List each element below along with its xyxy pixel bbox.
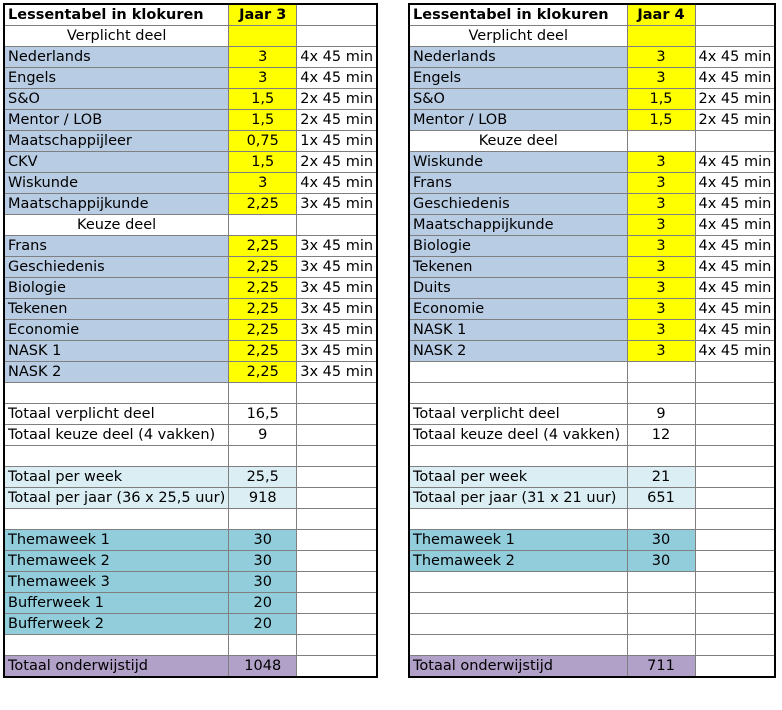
empty-cell	[229, 26, 297, 47]
empty-cell	[695, 488, 775, 509]
empty-cell	[627, 593, 695, 614]
empty-cell	[695, 26, 775, 47]
subject-name: Maatschappijkunde	[4, 194, 229, 215]
total-label: Totaal keuze deel (4 vakken)	[4, 425, 229, 446]
subject-name: S&O	[4, 89, 229, 110]
subject-name: Geschiedenis	[4, 257, 229, 278]
subject-name: Maatschappijleer	[4, 131, 229, 152]
empty-cell	[695, 446, 775, 467]
subject-row	[4, 278, 377, 299]
empty-cell	[695, 362, 775, 383]
empty-cell	[409, 572, 627, 593]
subject-row	[409, 236, 775, 257]
section-label: Verplicht deel	[4, 26, 229, 47]
blank-row	[409, 614, 775, 635]
subject-hours: 1,5	[627, 110, 695, 131]
week-total-value: 25,5	[229, 467, 297, 488]
subject-row	[4, 341, 377, 362]
themeweek-row	[409, 530, 775, 551]
subject-row	[409, 194, 775, 215]
subject-name: Engels	[4, 68, 229, 89]
subject-hours: 2,25	[229, 278, 297, 299]
subject-name: Geschiedenis	[409, 194, 627, 215]
week-total-value: 651	[627, 488, 695, 509]
week-total-value: 918	[229, 488, 297, 509]
year-label: Jaar 4	[627, 4, 695, 26]
empty-cell	[627, 635, 695, 656]
week-total-row	[409, 467, 775, 488]
subject-lessons: 4x 45 min	[695, 257, 775, 278]
subject-hours: 2,25	[229, 257, 297, 278]
subject-row	[4, 299, 377, 320]
empty-cell	[627, 446, 695, 467]
grand-total-label: Totaal onderwijstijd	[4, 656, 229, 678]
themeweek-hours: 30	[229, 530, 297, 551]
subject-name: NASK 2	[4, 362, 229, 383]
subject-row	[409, 278, 775, 299]
subject-hours: 1,5	[627, 89, 695, 110]
total-label: Totaal keuze deel (4 vakken)	[409, 425, 627, 446]
subject-hours: 3	[229, 173, 297, 194]
subject-hours: 3	[627, 215, 695, 236]
subject-row	[4, 68, 377, 89]
subject-name: Nederlands	[4, 47, 229, 68]
subject-lessons: 4x 45 min	[297, 173, 377, 194]
themeweek-row	[409, 551, 775, 572]
empty-cell	[409, 362, 627, 383]
blank-row	[409, 572, 775, 593]
subject-name: Economie	[409, 299, 627, 320]
empty-cell	[229, 509, 297, 530]
empty-cell	[627, 614, 695, 635]
blank-row	[409, 593, 775, 614]
subject-name: Nederlands	[409, 47, 627, 68]
empty-cell	[297, 404, 377, 425]
subject-name: Economie	[4, 320, 229, 341]
empty-cell	[695, 572, 775, 593]
subject-row	[4, 257, 377, 278]
empty-cell	[695, 656, 775, 678]
subject-name: Frans	[409, 173, 627, 194]
subject-lessons: 2x 45 min	[297, 152, 377, 173]
subject-hours: 3	[627, 278, 695, 299]
themeweek-row	[4, 593, 377, 614]
section-label: Keuze deel	[4, 215, 229, 236]
empty-cell	[297, 614, 377, 635]
subject-row	[409, 341, 775, 362]
week-total-label: Totaal per jaar (31 x 21 uur)	[409, 488, 627, 509]
empty-cell	[297, 593, 377, 614]
empty-cell	[409, 635, 627, 656]
total-label: Totaal verplicht deel	[409, 404, 627, 425]
subject-hours: 3	[229, 68, 297, 89]
subject-hours: 3	[627, 194, 695, 215]
grand-total-value: 1048	[229, 656, 297, 678]
subject-name: Biologie	[409, 236, 627, 257]
week-total-label: Totaal per jaar (36 x 25,5 uur)	[4, 488, 229, 509]
subject-lessons: 4x 45 min	[297, 47, 377, 68]
themeweek-hours: 30	[229, 551, 297, 572]
themeweek-hours: 30	[627, 530, 695, 551]
subject-row	[4, 236, 377, 257]
subject-row	[4, 320, 377, 341]
subject-lessons: 4x 45 min	[695, 299, 775, 320]
subject-row	[4, 362, 377, 383]
empty-cell	[695, 551, 775, 572]
themeweek-hours: 30	[229, 572, 297, 593]
themeweek-hours: 30	[627, 551, 695, 572]
empty-cell	[695, 593, 775, 614]
subject-name: Wiskunde	[409, 152, 627, 173]
subject-lessons: 4x 45 min	[695, 341, 775, 362]
empty-cell	[297, 26, 377, 47]
empty-cell	[627, 362, 695, 383]
subject-hours: 3	[229, 47, 297, 68]
empty-cell	[409, 509, 627, 530]
subject-row	[4, 152, 377, 173]
subject-name: Mentor / LOB	[409, 110, 627, 131]
subject-name: Engels	[409, 68, 627, 89]
section-label: Verplicht deel	[409, 26, 627, 47]
subject-hours: 1,5	[229, 110, 297, 131]
subject-name: Biologie	[4, 278, 229, 299]
empty-cell	[297, 488, 377, 509]
table-title: Lessentabel in klokuren	[409, 4, 627, 26]
empty-cell	[229, 383, 297, 404]
total-row	[409, 425, 775, 446]
subject-lessons: 4x 45 min	[297, 68, 377, 89]
subject-row	[409, 173, 775, 194]
themeweek-row	[4, 572, 377, 593]
blank-row	[409, 362, 775, 383]
empty-cell	[229, 446, 297, 467]
empty-cell	[229, 635, 297, 656]
themeweek-label: Bufferweek 1	[4, 593, 229, 614]
empty-cell	[297, 425, 377, 446]
empty-cell	[4, 509, 229, 530]
header-row	[409, 4, 775, 26]
subject-name: Duits	[409, 278, 627, 299]
themeweek-hours: 20	[229, 614, 297, 635]
themeweek-label: Bufferweek 2	[4, 614, 229, 635]
empty-cell	[297, 446, 377, 467]
blank-row	[4, 509, 377, 530]
subject-row	[4, 131, 377, 152]
empty-cell	[297, 572, 377, 593]
total-row	[4, 404, 377, 425]
empty-cell	[297, 509, 377, 530]
subject-lessons: 4x 45 min	[695, 194, 775, 215]
empty-cell	[409, 446, 627, 467]
section-header-row	[4, 215, 377, 236]
subject-lessons: 2x 45 min	[695, 89, 775, 110]
subject-lessons: 4x 45 min	[695, 152, 775, 173]
subject-hours: 3	[627, 257, 695, 278]
empty-cell	[695, 467, 775, 488]
lessentabel-jaar-3	[3, 3, 378, 678]
subject-lessons: 3x 45 min	[297, 341, 377, 362]
empty-cell	[229, 215, 297, 236]
empty-cell	[627, 26, 695, 47]
subject-hours: 2,25	[229, 194, 297, 215]
table-body	[409, 4, 775, 677]
empty-cell	[695, 614, 775, 635]
themeweek-label: Themaweek 3	[4, 572, 229, 593]
subject-name: Wiskunde	[4, 173, 229, 194]
subject-name: CKV	[4, 152, 229, 173]
subject-name: Mentor / LOB	[4, 110, 229, 131]
empty-cell	[627, 572, 695, 593]
subject-lessons: 2x 45 min	[297, 89, 377, 110]
header-row	[4, 4, 377, 26]
empty-cell	[297, 215, 377, 236]
subject-hours: 3	[627, 152, 695, 173]
total-row	[409, 404, 775, 425]
subject-row	[409, 215, 775, 236]
total-label: Totaal verplicht deel	[4, 404, 229, 425]
subject-lessons: 2x 45 min	[297, 110, 377, 131]
subject-lessons: 3x 45 min	[297, 278, 377, 299]
subject-row	[409, 320, 775, 341]
total-value: 9	[229, 425, 297, 446]
week-total-label: Totaal per week	[4, 467, 229, 488]
empty-cell	[297, 551, 377, 572]
subject-hours: 0,75	[229, 131, 297, 152]
empty-cell	[695, 4, 775, 26]
subject-hours: 3	[627, 236, 695, 257]
subject-name: Frans	[4, 236, 229, 257]
section-header-row	[4, 26, 377, 47]
subject-lessons: 3x 45 min	[297, 236, 377, 257]
empty-cell	[409, 614, 627, 635]
themeweek-label: Themaweek 2	[4, 551, 229, 572]
subject-hours: 1,5	[229, 89, 297, 110]
subject-hours: 3	[627, 320, 695, 341]
subject-row	[409, 152, 775, 173]
subject-lessons: 4x 45 min	[695, 68, 775, 89]
themeweek-label: Themaweek 1	[409, 530, 627, 551]
subject-row	[409, 47, 775, 68]
empty-cell	[695, 131, 775, 152]
empty-cell	[4, 446, 229, 467]
week-total-label: Totaal per week	[409, 467, 627, 488]
subject-hours: 3	[627, 341, 695, 362]
section-label: Keuze deel	[409, 131, 627, 152]
subject-name: S&O	[409, 89, 627, 110]
total-value: 9	[627, 404, 695, 425]
grand-total-value: 711	[627, 656, 695, 678]
subject-hours: 2,25	[229, 341, 297, 362]
empty-cell	[297, 383, 377, 404]
empty-cell	[297, 635, 377, 656]
empty-cell	[4, 383, 229, 404]
subject-lessons: 4x 45 min	[695, 320, 775, 341]
blank-row	[409, 635, 775, 656]
empty-cell	[695, 404, 775, 425]
subject-row	[4, 110, 377, 131]
subject-row	[409, 110, 775, 131]
subject-name: Tekenen	[409, 257, 627, 278]
empty-cell	[4, 635, 229, 656]
subject-hours: 3	[627, 299, 695, 320]
empty-cell	[695, 635, 775, 656]
subject-row	[4, 173, 377, 194]
subject-lessons: 4x 45 min	[695, 278, 775, 299]
empty-cell	[297, 467, 377, 488]
themeweek-row	[4, 551, 377, 572]
grand-total-row	[4, 656, 377, 678]
subject-lessons: 4x 45 min	[695, 215, 775, 236]
section-header-row	[409, 131, 775, 152]
year-label: Jaar 3	[229, 4, 297, 26]
subject-name: Tekenen	[4, 299, 229, 320]
subject-hours: 3	[627, 47, 695, 68]
total-value: 12	[627, 425, 695, 446]
empty-cell	[695, 425, 775, 446]
subject-lessons: 3x 45 min	[297, 257, 377, 278]
subject-hours: 3	[627, 68, 695, 89]
blank-row	[409, 383, 775, 404]
week-total-row	[4, 488, 377, 509]
subject-hours: 2,25	[229, 320, 297, 341]
grand-total-row	[409, 656, 775, 678]
subject-row	[409, 68, 775, 89]
table-title: Lessentabel in klokuren	[4, 4, 229, 26]
empty-cell	[695, 530, 775, 551]
subject-name: NASK 1	[409, 320, 627, 341]
subject-row	[4, 194, 377, 215]
week-total-value: 21	[627, 467, 695, 488]
blank-row	[409, 446, 775, 467]
subject-name: Maatschappijkunde	[409, 215, 627, 236]
week-total-row	[4, 467, 377, 488]
subject-hours: 3	[627, 173, 695, 194]
grand-total-label: Totaal onderwijstijd	[409, 656, 627, 678]
subject-lessons: 4x 45 min	[695, 173, 775, 194]
total-value: 16,5	[229, 404, 297, 425]
subject-row	[409, 257, 775, 278]
subject-name: NASK 2	[409, 341, 627, 362]
empty-cell	[627, 131, 695, 152]
empty-cell	[627, 383, 695, 404]
subject-name: NASK 1	[4, 341, 229, 362]
themeweek-label: Themaweek 2	[409, 551, 627, 572]
blank-row	[4, 635, 377, 656]
subject-lessons: 3x 45 min	[297, 320, 377, 341]
subject-lessons: 4x 45 min	[695, 47, 775, 68]
subject-hours: 2,25	[229, 236, 297, 257]
subject-row	[409, 299, 775, 320]
subject-hours: 1,5	[229, 152, 297, 173]
blank-row	[409, 509, 775, 530]
subject-lessons: 4x 45 min	[695, 236, 775, 257]
subject-lessons: 3x 45 min	[297, 362, 377, 383]
empty-cell	[409, 383, 627, 404]
section-header-row	[409, 26, 775, 47]
empty-cell	[297, 4, 377, 26]
subject-lessons: 3x 45 min	[297, 194, 377, 215]
lessentabel-jaar-4	[408, 3, 776, 678]
blank-row	[4, 383, 377, 404]
week-total-row	[409, 488, 775, 509]
empty-cell	[627, 509, 695, 530]
subject-row	[409, 89, 775, 110]
empty-cell	[695, 383, 775, 404]
empty-cell	[297, 656, 377, 678]
themeweek-row	[4, 530, 377, 551]
table-body	[4, 4, 377, 677]
themeweek-hours: 20	[229, 593, 297, 614]
subject-row	[4, 89, 377, 110]
empty-cell	[297, 530, 377, 551]
themeweek-label: Themaweek 1	[4, 530, 229, 551]
themeweek-row	[4, 614, 377, 635]
blank-row	[4, 446, 377, 467]
subject-hours: 2,25	[229, 299, 297, 320]
subject-lessons: 2x 45 min	[695, 110, 775, 131]
empty-cell	[695, 509, 775, 530]
empty-cell	[409, 593, 627, 614]
subject-hours: 2,25	[229, 362, 297, 383]
total-row	[4, 425, 377, 446]
subject-lessons: 3x 45 min	[297, 299, 377, 320]
subject-lessons: 1x 45 min	[297, 131, 377, 152]
subject-row	[4, 47, 377, 68]
